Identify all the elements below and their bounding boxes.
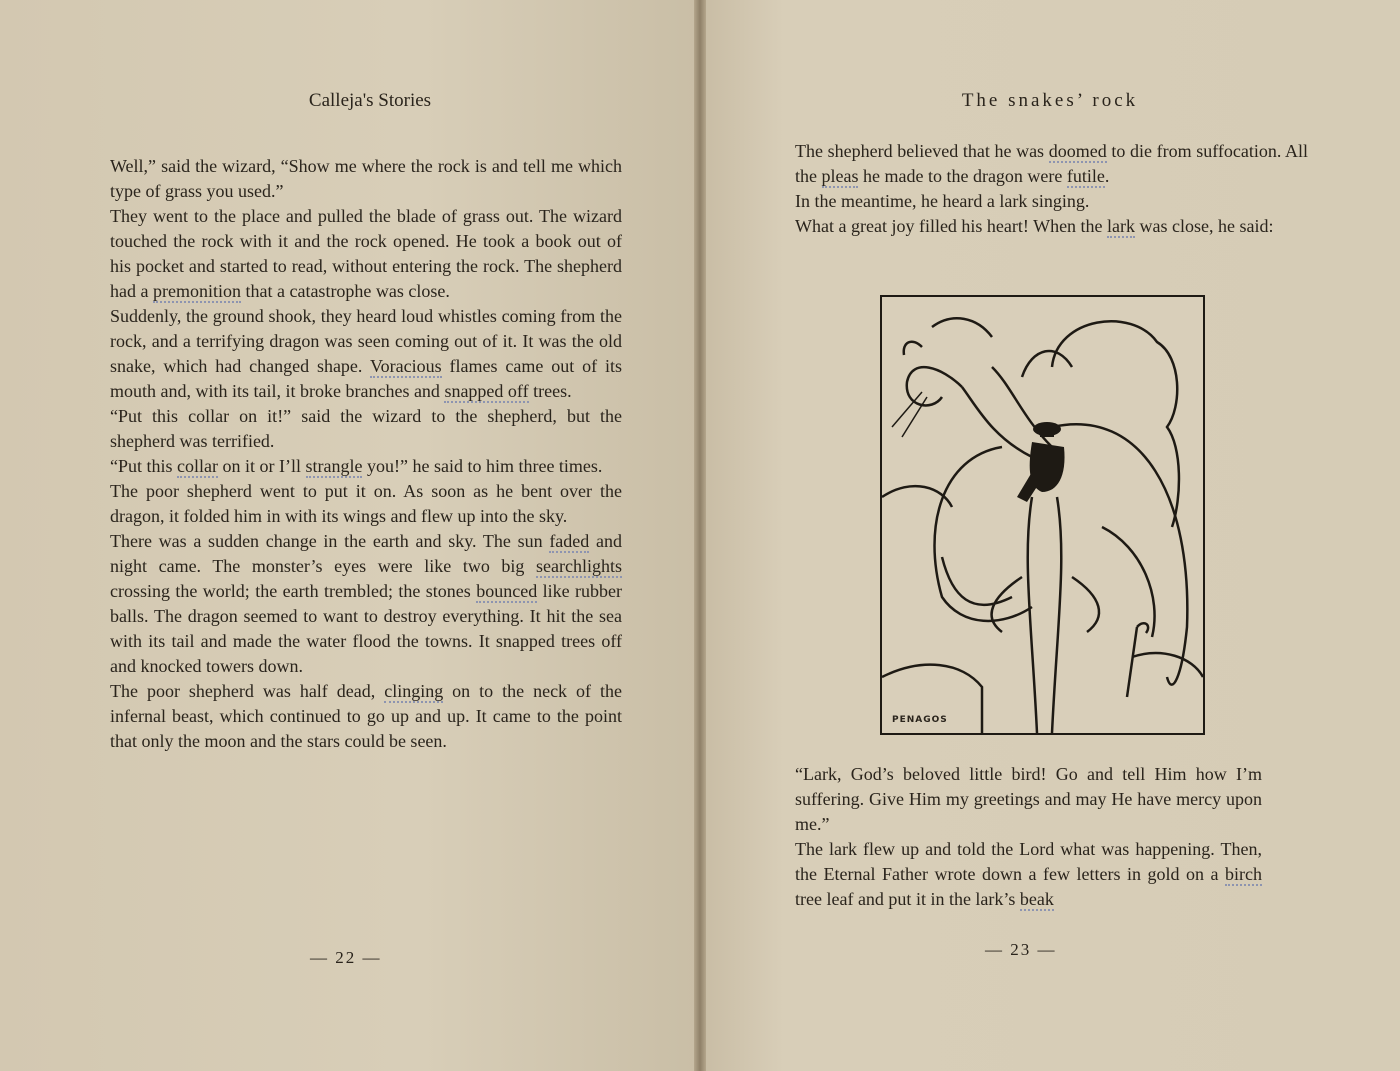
text-run: What a great joy filled his heart! When the [795,216,1108,236]
paragraph [110,679,622,754]
text-run: Well,” said the wizard, “Show me where the rock is and tell me which type of grass you used.” [110,156,622,201]
text-run: trees. [528,381,572,401]
glossary-word[interactable]: collar [177,456,218,476]
paragraph [795,139,1308,189]
paragraph [795,189,1308,214]
page-number-left: — 22 — [310,948,382,967]
text-run: There was a sudden change in the earth and sky. The sun [110,531,550,551]
text-run: crossing the world; the earth trembled; the stones [110,581,477,601]
paragraph [110,304,622,404]
paragraph [110,154,622,204]
glossary-word[interactable]: strangle [305,456,363,476]
text-run: They went to the place and pulled the blade of grass out. The wizard touched the rock with it and the rock opened. He took a book out of his pocket and started to read, without entering the rock. The shepherd had a [110,206,622,301]
text-run: was close, he said: [1135,216,1274,236]
glossary-word[interactable]: faded [549,531,590,551]
paragraph [795,762,1262,837]
running-head-right: The snakes’ rock [961,90,1139,111]
paragraph [110,404,622,454]
text-run: Suddenly, the ground shook, they heard loud whistles coming from the rock, and a terrifying dragon was seen coming out of it. It was the old snake, which had changed shape. [110,306,622,376]
glossary-word[interactable]: doomed [1048,141,1107,161]
dragon-drawing [882,297,1203,733]
glossary-word[interactable]: lark [1107,216,1136,236]
text-run: and night came. The monster’s eyes were like two big [110,531,622,576]
text-run: flames came out of its mouth and, with its tail, it broke branches and [110,356,622,401]
text-run: The poor shepherd went to put it on. As soon as he bent over the dragon, it folded him in with its wings and flew up into the sky. [110,481,622,526]
body-text-right-bottom [795,762,1262,912]
body-text-right-top [795,139,1308,239]
text-run: on it or I’ll [218,456,306,476]
text-run: tree leaf and put it in the lark’s [795,889,1020,909]
text-run: In the meantime, he heard a lark singing. [795,191,1090,211]
glossary-word[interactable]: searchlights [536,556,622,576]
glossary-word[interactable]: birch [1225,864,1262,884]
text-run: “Lark, God’s beloved little bird! Go and tell Him how I’m suffering. Give Him my greetings and may He have mercy upon me.” [795,764,1262,834]
text-run: on to the neck of the infernal beast, which continued to go up and up. It came to the point that only the moon and the stars could be seen. [110,681,622,751]
paragraph [110,454,622,479]
paragraph [795,214,1308,239]
text-run: that a catastrophe was close. [240,281,450,301]
book-gutter [694,0,706,1071]
page-number-right: — 23 — [985,940,1057,959]
running-head-left: Calleja's Stories [308,90,432,111]
glossary-word[interactable]: pleas [821,166,859,186]
text-run: . [1104,166,1110,186]
paragraph [110,479,622,529]
glossary-word[interactable]: premonition [152,281,241,301]
illustrator-signature: PENAGOS [892,715,948,725]
text-run: The shepherd believed that he was [795,141,1049,161]
glossary-word[interactable]: clinging [384,681,444,701]
paragraph [795,837,1262,912]
glossary-word[interactable]: beak [1019,889,1054,909]
text-run: The lark flew up and told the Lord what was happening. Then, the Eternal Father wrote down a few letters in gold on a [795,839,1262,884]
glossary-word[interactable]: futile [1066,166,1105,186]
glossary-word[interactable]: bounced [476,581,538,601]
glossary-word[interactable]: snapped off [444,381,529,401]
paragraph [110,204,622,304]
text-run: like rubber balls. The dragon seemed to want to destroy everything. It hit the sea with its tail and made the water flood the towns. It snapped trees off and knocked towers down. [110,581,622,676]
text-run: “Put this collar on it!” said the wizard to the shepherd, but the shepherd was terrified. [110,406,622,451]
body-text-left [110,154,622,754]
right-page [700,0,1400,1071]
text-run: he made to the dragon were [858,166,1067,186]
dragon-illustration [880,295,1205,735]
text-run: “Put this [110,456,178,476]
text-run: The poor shepherd was half dead, [110,681,385,701]
text-run: to die from suffocation. All the [795,141,1309,186]
text-run: you!” he said to him three times. [362,456,603,476]
paragraph [110,529,622,679]
glossary-word[interactable]: Voracious [369,356,442,376]
